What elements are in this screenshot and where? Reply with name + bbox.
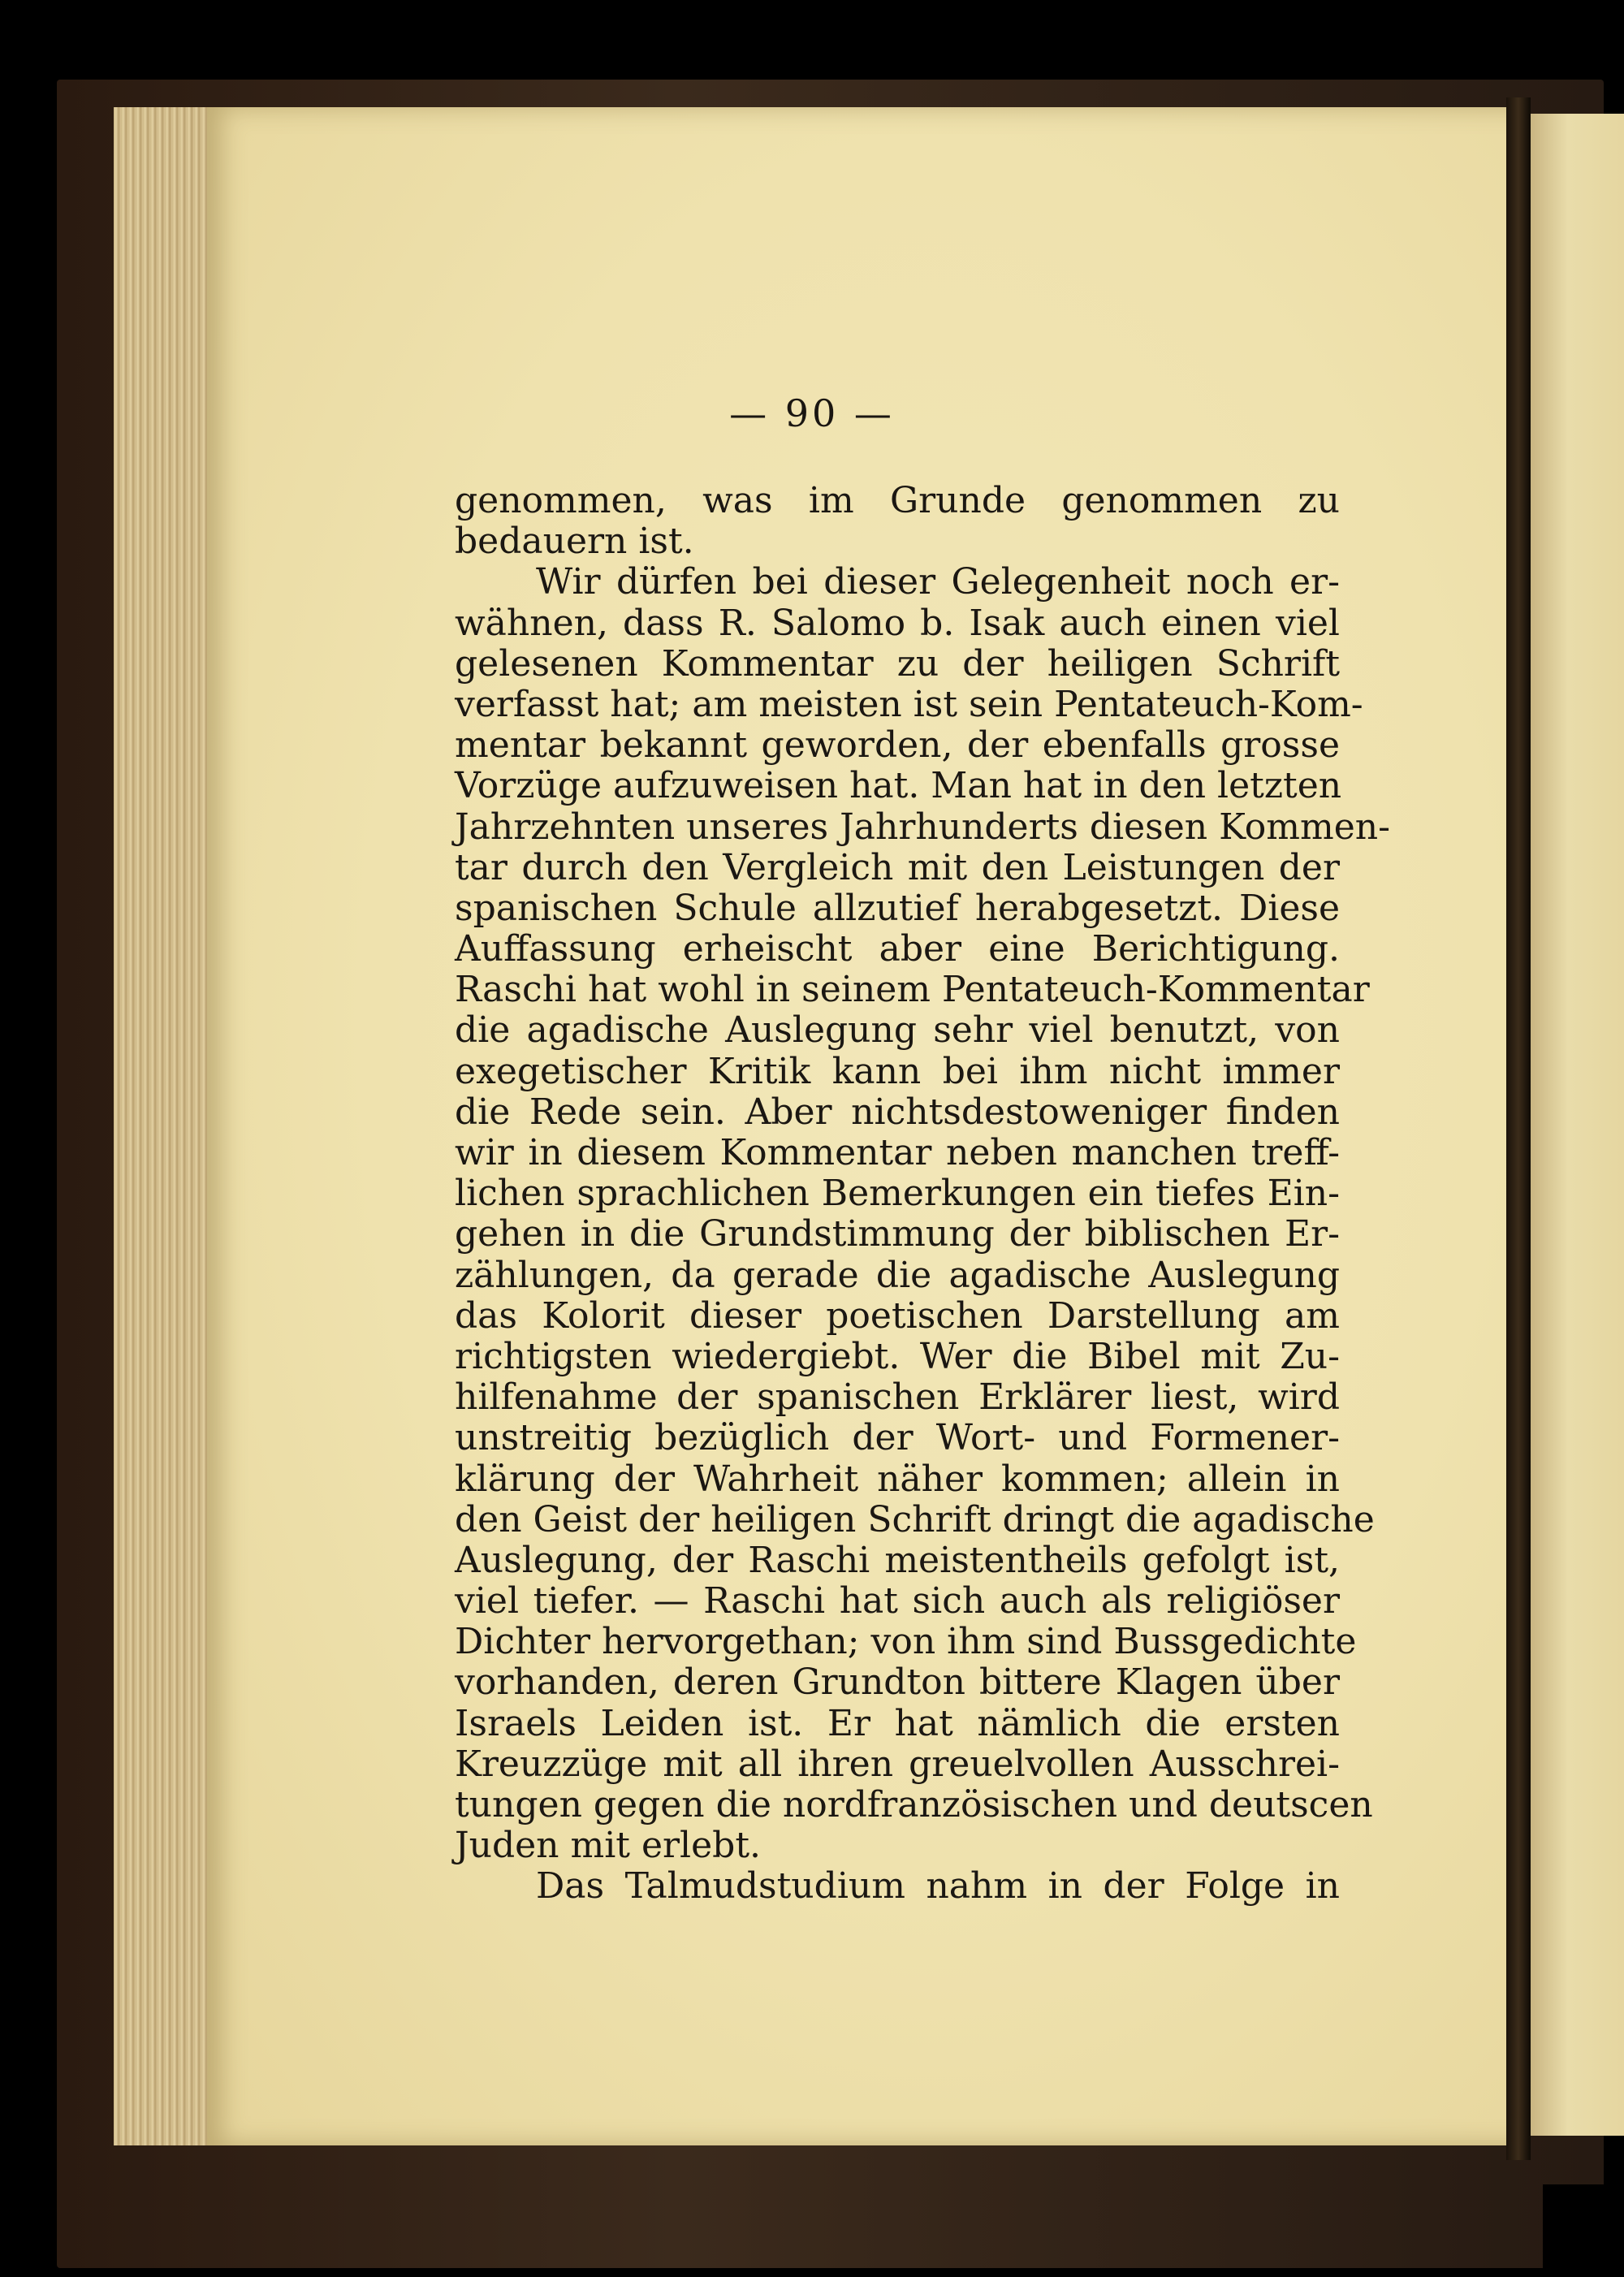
text-line: mentar bekannt geworden, der ebenfalls grosse xyxy=(455,724,1340,767)
text-line: die Rede sein. Aber nichtsdestoweniger finden xyxy=(455,1091,1340,1133)
text-line: zählungen, da gerade die agadische Auslegung xyxy=(455,1254,1340,1296)
text-line: genommen, was im Grunde genommen zu xyxy=(455,480,1340,521)
text-line: Dichter hervorgethan; von ihm sind Bussgedichte xyxy=(455,1621,1357,1663)
text-line: verfasst hat; am meisten ist sein Pentateuch-Kom- xyxy=(455,683,1363,725)
text-line: bedauern ist. xyxy=(455,521,694,563)
book-gutter xyxy=(1506,97,1531,2160)
text-line: Das Talmudstudium nahm in der Folge in xyxy=(536,1865,1340,1908)
facing-page-edge xyxy=(1531,114,1624,2136)
text-line: gelesenen Kommentar zu der heiligen Schrift xyxy=(455,642,1340,685)
text-line: Auffassung erheischt aber eine Berichtigung. xyxy=(455,928,1340,970)
text-line: lichen sprachlichen Bemerkungen ein tiefes Ein- xyxy=(455,1173,1340,1215)
page-number: — 90 — xyxy=(729,391,895,435)
text-line: gehen in die Grundstimmung der biblischen Er- xyxy=(455,1213,1340,1255)
text-line: Jahrzehnten unseres Jahrhunderts diesen Kommen- xyxy=(455,806,1390,848)
background-corner xyxy=(1543,2184,1624,2277)
text-line: Juden mit erlebt. xyxy=(455,1825,761,1867)
text-line: die agadische Auslegung sehr viel benutzt, von xyxy=(455,1009,1340,1052)
text-line: Auslegung, der Raschi meistentheils gefolgt ist, xyxy=(455,1539,1340,1581)
text-line: den Geist der heiligen Schrift dringt die agadische xyxy=(455,1498,1375,1540)
text-line: klärung der Wahrheit näher kommen; allein in xyxy=(455,1458,1340,1500)
text-line: tar durch den Vergleich mit den Leistungen der xyxy=(455,846,1340,888)
text-line: Kreuzzüge mit all ihren greuelvollen Ausschrei- xyxy=(455,1743,1340,1785)
text-line: Vorzüge aufzuweisen hat. Man hat in den letzten xyxy=(455,765,1342,807)
text-line: exegetischer Kritik kann bei ihm nicht immer xyxy=(455,1050,1340,1092)
text-line: wähnen, dass R. Salomo b. Isak auch einen viel xyxy=(455,602,1340,644)
text-line: das Kolorit dieser poetischen Darstellung am xyxy=(455,1294,1340,1337)
body-text xyxy=(455,480,1390,1908)
text-line: spanischen Schule allzutief herabgesetzt. Diese xyxy=(455,887,1340,929)
text-line: unstreitig bezüglich der Wort- und Formener- xyxy=(455,1417,1340,1459)
text-line: richtigsten wiedergiebt. Wer die Bibel mit Zu- xyxy=(455,1335,1340,1377)
text-line: wir in diesem Kommentar neben manchen treff- xyxy=(455,1132,1340,1173)
text-line: Israels Leiden ist. Er hat nämlich die ersten xyxy=(455,1702,1340,1744)
text-line: vorhanden, deren Grundton bittere Klagen über xyxy=(455,1661,1340,1704)
text-line: hilfenahme der spanischen Erklärer liest, wird xyxy=(455,1376,1340,1419)
text-line: tungen gegen die nordfranzösischen und deutscen xyxy=(455,1784,1373,1825)
text-line: Raschi hat wohl in seinem Pentateuch-Kommentar xyxy=(455,969,1370,1011)
text-line: Wir dürfen bei dieser Gelegenheit noch er- xyxy=(536,561,1340,603)
text-line: viel tiefer. — Raschi hat sich auch als religiöser xyxy=(455,1580,1340,1622)
